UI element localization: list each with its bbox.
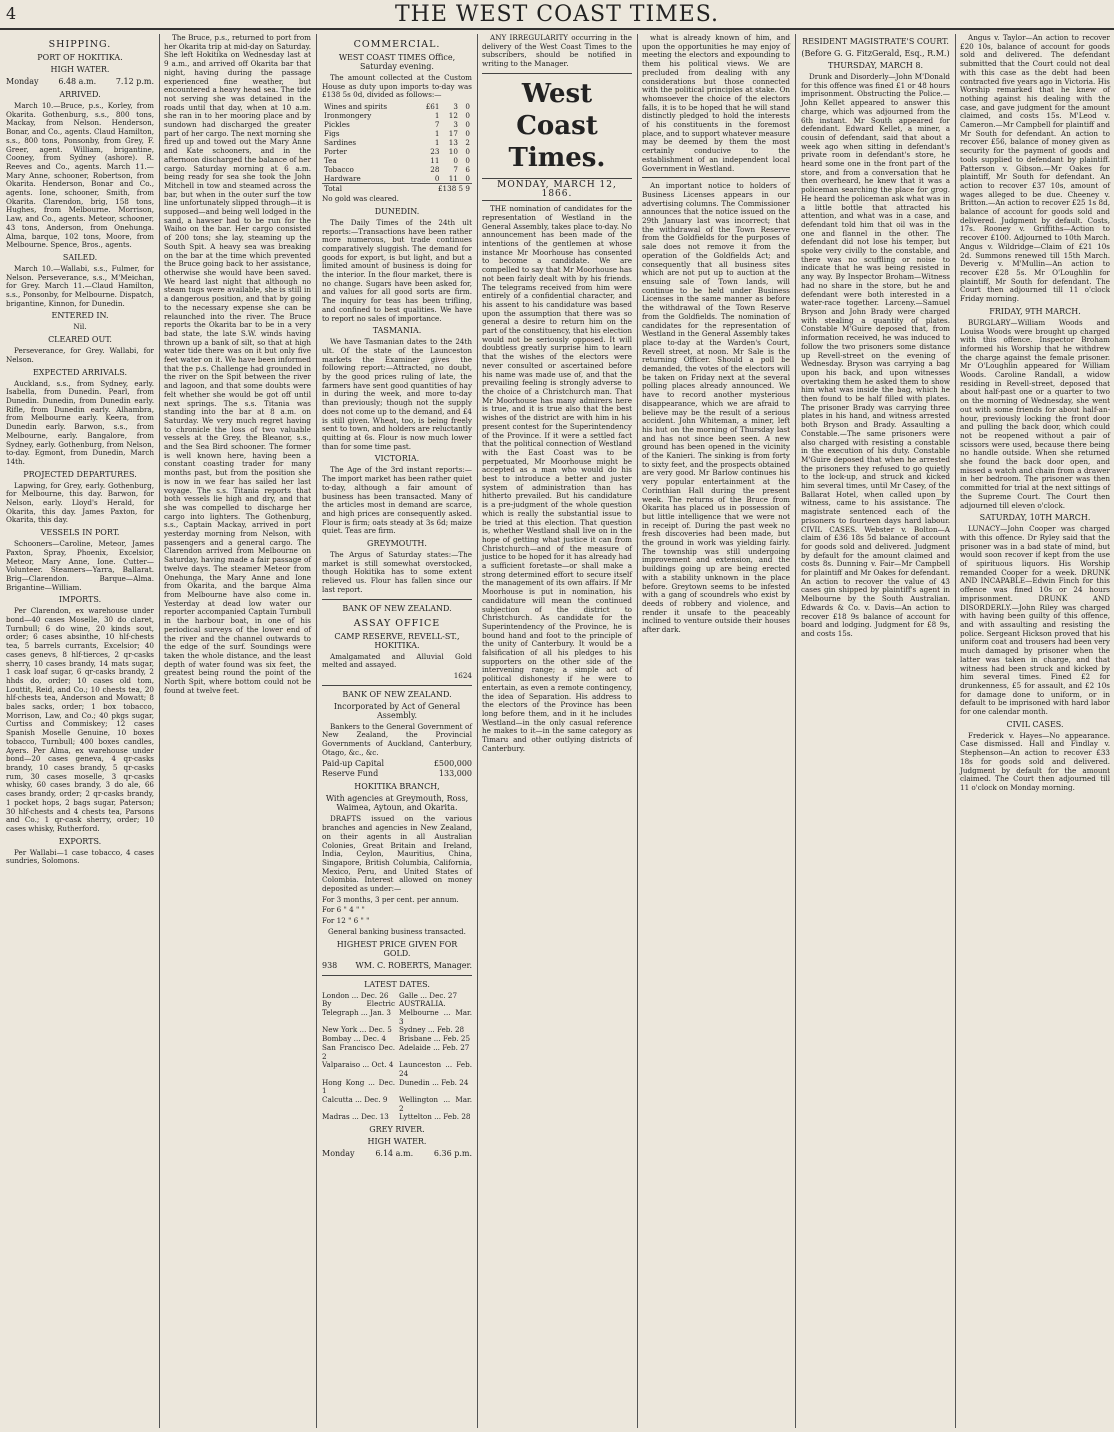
- table-row: Ironmongery 1 12 0: [324, 111, 470, 121]
- table-row: Sardines 1 13 2: [324, 138, 470, 148]
- arrived-text: March 10.—Bruce, p.s., Korley, from Okarita. Gothenburg, s.s., 800 tons, Mackay, from Nelson. Henderson, Bonar, and Co., agents. Claud Hamilton, s.s., 800 tons, Ponsonby, from Grey, F. Greer, agent. William, brigantine, Cooney, from Sydney (ashore). R. Reeves and Co., agents. March 11.—Mary Anne, schooner, Robertson, from Okarita. Henderson, Bonar and Co., agents. Ione, schooner, Smith, from Okarita. Clarendon, brig, 158 tons, Hughes, from Melbourne. Morrison, Law, and Co., agents. Meteor, schooner, 43 tons, Anderson, from Onehunga. Alma, barque, 102 tons, Moore, from Melbourne. Spence, Bros., agents.: [6, 101, 154, 250]
- list-item: New York ... Dec. 5 Sydney ... Feb. 28: [322, 1025, 465, 1035]
- entered-label: ENTERED IN.: [51, 311, 109, 321]
- page-number: 4: [6, 4, 17, 23]
- greymouth-text: The Argus of Saturday states:—The market is still somewhat overstocked, though Hokitika has to some extent relieved us. Flour has fallen since our last report.: [322, 550, 472, 594]
- saturday-text: LUNACY—John Cooper was charged with this offence. Dr Ryley said that the prisoner was in a bad state of mind, but would soon recover if kept from the use of spirituous liquors. His Worship remanded Cooper for a week. DRUNK AND INCAPABLE—Edwin Finch for this offence was fined 10s or 24 hours imprisonment. DRUNK AND DISORDERLY.—John Riley was charged with having been guilty of this offence, and with assaulting and resisting the police. Sergeant Hickson proved that his uniform coat and trousers had been very much damaged by prisoner when the latter was taken in charge, and that witness had been struck and kicked by him several times. Fined £2 for drunkenness, £5 for assault, and £2 10s for damage done to uniform, or in default to be imprisoned with hard labor for one calendar month.: [960, 524, 1110, 717]
- bnz-text: Bankers to the General Government of New Zealand, the Provincial Governments of Auckland, Canterbury, Otago, &c., &c.: [322, 721, 472, 757]
- column-editorial: [478, 34, 636, 1428]
- column-commercial: [318, 34, 476, 1428]
- divider: [482, 73, 632, 74]
- editorial-text: THE nomination of candidates for the representation of Westland in the General Assembly, takes place to-day. No announcement has been made of the intentions of the gentlemen at whose instance Mr Moorhouse has consented to become a candidate. We are compelled to say that Mr Moorhouse has not been fairly dealt with by his friends. The telegrams received from him were entirely of a confidential character, and his assent to his candidature was based upon the assumption that there was so general a desire to return him on the part of the constituency, that his election would not be seriously opposed. It will doubtless greatly surprise him to learn that the wishes of the electors were never consulted or ascertained before his name was made use of, and that the prevailing feeling is strongly adverse to the choice of a Christchurch man. That Mr Moorhouse has many admirers here is true, and it is true also that the best wishes of the district are with him in his present contest for the Superintendency of the Province. If it were a settled fact that the political connection of Westland with the East Coast was to be perpetuated, Mr Moorhouse might be accepted as a man who would do his best to introduce a better and juster system of administration than has hitherto prevailed. But his candidature is a pre-judgment of the whole question which is really the substantial issue to be tried at this election. That question is, whether Westland shall live on in the hope of getting what justice it can from Christchurch—and of the measure of justice to be hoped for it has already had a sufficient foretaste—or shall make a strong determined effort to secure itself the management of its own affairs. If Mr Moorhouse is put in nomination, his candidature will mean the continued subjection of the district to Christchurch. As candidate for the Superintendency of the Province, he is bound hand and foot to the principle of the unity of Canterbury. It would be a falsification of all his pledges to his supporters on the other side of the intervening range; a simple act of political dishonesty if he were to entertain, as even a remote contingency, the idea of Separation. His address to the electors of the Province has been long before them, and in it he includes Westland—in the only casual reference he makes to it—in the same category as Timaru and other outlying districts of Canterbury.: [482, 204, 632, 753]
- masthead: THE WEST COAST TIMES.: [394, 2, 720, 27]
- imports-label: IMPORTS.: [58, 595, 102, 605]
- list-item: San Francisco Dec. 2 Adelaide ... Feb. 27: [322, 1042, 470, 1061]
- column-shipping: [2, 34, 158, 1428]
- general-banking: General banking business transacted.: [328, 926, 466, 936]
- table-row: Hardware 0 11 0: [324, 174, 470, 184]
- editorial-continued: what is already known of him, and upon the opportunities he may enjoy of meeting the electors and expounding to them his political views. We are precluded from dealing with any considerations but those connected with the political principles at stake. On whomsoever the choice of the electors falls, it is to be hoped that he will stand distinctly pledged to hold the interests of his constituents in the foremost place, and to support whatever measure may be deemed by them the most certainly conducive to the establishment of an independent local Government in Westland.: [642, 34, 790, 173]
- list-item: Bombay ... Dec. 4 Brisbane ... Feb. 25: [322, 1034, 471, 1044]
- reserve-line: Reserve Fund 133,000: [322, 769, 472, 779]
- court-date: THURSDAY, MARCH 8.: [827, 61, 924, 70]
- exports-text: Per Wallabi—1 case tobacco, 4 cases sundries, Solomons.: [6, 847, 154, 866]
- table-row: Tobacco 28 7 6: [324, 165, 470, 175]
- imports-text: Per Clarendon, ex warehouse under bond—40 cases Moselle, 30 do claret, Turnbull; 6 do wine, 20 kinds sout, order; 6 cases absinthe, 10 hlf-chests tea, 5 barrels currants, Excelsior; 40 cases genevs, 8 hlf-tierces, 2 qr-casks sherry, 10 cases brandy, 14 mats sugar, 1 cask loaf sugar, 6 qr-casks brandy, 2 hhds do, order; 10 cases old tom, Louttit, Reid, and Co.; 10 chests tea, 20 hlf-chests tea, Anderson and Mowatt; 8 bales sacks, order; 1 box tobacco, Morrison, Law, and Co.; 40 pkgs sugar, Curtiss and Commiskey; 12 cases Spanish Moselle Genuine, 10 boxes tobacco, Turnbull; 400 boxes candles, Ayers. Per Alma, ex warehouse under bond—20 cases geneva, 4 qr-casks brandy, 10 cases brandy, 5 qr-casks rum, 30 cases moselle, 3 qr-casks whisky, 60 cases brandy, 3 do ale, 66 cases brandy, order; 2 qr-casks brandy, 1 pocket hops, 2 bags sugar, Paterson; 30 hlf-chests and 4 chests tea, Parsons and Co.; 1 qr-cask sherry, order; 10 cases whisky, Rutherford.: [6, 606, 154, 833]
- table-row: Total £138 5 9: [324, 184, 470, 194]
- greymouth-label: GREYMOUTH.: [367, 539, 427, 549]
- list-item: Valparaiso ... Oct. 4 Launceston ... Feb. 24: [322, 1060, 472, 1078]
- bnz-heading: BANK OF NEW ZEALAND.: [342, 689, 452, 699]
- tasmania-text: We have Tasmanian dates to the 24th ult. Of the state of the Launceston markets the Examiner gives the following report:—Attracted, no doubt, by the good prices ruling of late, the farmers have sent good quantities of hay in during the week, and more to-day than previously; though not the supply does not come up to the demand, and £4 is still given. Wheat, too, is being freely sent to town, and holders are reluctantly quitting at 6s. Flour is now much lower than for some time past.: [322, 337, 472, 451]
- bnz-sub: Incorporated by Act of General Assembly.: [333, 701, 461, 720]
- branch-sub: With agencies at Greymouth, Ross, Waimea, Aytoun, and Okarita.: [325, 794, 469, 813]
- sailed-text: March 10.—Wallabi, s.s., Fulmer, for Nelson. Perseverance, s.s., M'Meichan, for Grey. March 11.—Claud Hamilton, s.s., Ponsonby, for Melbourne. Dispatch, brigantine, Kinnon, for Dunedin.: [6, 263, 154, 308]
- civil-text: Frederick v. Hayes—No appearance. Case dismissed. Hall and Findlay v. Stephenson—An action to recover £33 18s for goods sold and delivered. Judgment by default for the amount claimed. The Court then adjourned till 11 o'clock on Monday morning.: [960, 730, 1110, 792]
- list-item: Madras ... Dec. 13 Lyttelton ... Feb. 28: [322, 1112, 471, 1122]
- tide-line: Monday 6.48 a.m. 7.12 p.m.: [6, 77, 154, 86]
- divider: [322, 685, 472, 686]
- assay-bank-heading: BANK OF NEW ZEALAND.: [342, 603, 452, 613]
- divider: [322, 975, 472, 976]
- list-item: Calcutta ... Dec. 9 Wellington ... Mar. 2: [322, 1095, 472, 1113]
- cleared-text: Perseverance, for Grey. Wallabi, for Nelson.: [6, 346, 154, 364]
- table-row: Pickles 7 3 0: [324, 120, 470, 130]
- highest-price: HIGHEST PRICE GIVEN FOR GOLD.: [336, 939, 458, 958]
- court-heading: RESIDENT MAGISTRATE'S COURT.: [802, 37, 949, 46]
- exports-label: EXPORTS.: [58, 836, 102, 846]
- interest-row: For 6 " 4 " ": [322, 905, 365, 915]
- expected-text: Auckland, s.s., from Sydney, early. Isabella, from Dunedin. Pearl, from Dunedin. Dunedin, from Dunedin early. Rifle, from Dunedin early. Alhambra, from Melbourne early. Keera, from Dunedin early. Barwon, s.s., from Melbourne, early. Bangalore, from Sydney, early. Gothenburg, from Nelson, to-day. Egmont, from Dunedin, March 14th.: [6, 378, 154, 466]
- divider: [642, 177, 790, 178]
- branch-heading: HOKITIKA BRANCH,: [354, 782, 440, 792]
- tasmania-label: TASMANIA.: [372, 326, 422, 336]
- dunedin-text: The Daily Times of the 24th ult reports:—Transactions have been rather more numerous, but trade continues comparatively sluggish. The demand for goods for export, is but light, and but a limited amount of business is doing for the interior. In the flour market, there is no change. Sugars have been asked for, and values for all good sorts are firm. The inquiry for teas has been trifling, and confined to best qualities. We have to report no sales of importance.: [322, 217, 472, 323]
- victoria-text: The Age of the 3rd instant reports:—The import market has been rather quiet to-day, although a fair amount of business has been transacted. Many of the articles most in demand are scarce, and high prices are consequently asked. Flour is firm; oats steady at 3s 6d; maize quiet. Teas are firm.: [322, 465, 472, 536]
- paper-title: West Coast Times.: [508, 78, 606, 173]
- civil-heading: CIVIL CASES.: [1006, 719, 1064, 729]
- column-rule: [795, 34, 796, 1428]
- column-court-continued: [956, 34, 1114, 1428]
- column-rule: [316, 34, 317, 1428]
- assay-text: Amalgamated and Alluvial Gold melted and assayed.: [322, 651, 472, 670]
- inport-label: VESSELS IN PORT.: [40, 528, 120, 538]
- list-item: London ... Dec. 26 Galle ... Dec. 27: [322, 990, 458, 1000]
- assay-sub: CAMP RESERVE, REVELL-ST., HOKITIKA.: [334, 631, 460, 650]
- column-shipping-news: [160, 34, 315, 1428]
- assay-num: 1624: [453, 670, 472, 680]
- sailed-label: SAILED.: [62, 252, 98, 262]
- commercial-sub: WEST COAST TIMES Office, Saturday evening.: [338, 53, 456, 71]
- high-water-label: HIGH WATER.: [50, 65, 110, 74]
- assay-heading: ASSAY OFFICE: [353, 617, 441, 629]
- section-heading: SHIPPING.: [48, 39, 112, 50]
- grey-river-label: GREY RIVER.: [369, 1125, 425, 1135]
- entered-text: Nil.: [73, 322, 87, 332]
- irregularity-notice: ANY IRREGULARITY occurring in the delivery of the West Coast Times to the subscribers, should be notified in writing to the Manager.: [482, 34, 632, 69]
- table-row: Porter 23 10 0: [324, 147, 470, 157]
- shipping-news-text: The Bruce, p.s., returned to port from her Okarita trip at mid-day on Saturday. She left Hokitika on Wednesday last at 9 a.m., and arrived off Okarita bar that night, having during the passage experienced fine weather, but encountered a heavy head sea. The tide not serving she was detained in the roads until that day, when at 10 a.m. she ran in to her mooring place and by sundown had discharged the greater part of her cargo. The next morning she fired up and towed out the Mary Anne and Kate schooners, and in the afternoon discharged the balance of her cargo. Saturday morning at 6 a.m. being ready for sea she took the John Mitchell in tow and steamed across the bar, but when in the outer surf the tow line unfortunately slipped through—it is supposed—and being well lodged in the sand, a hawser had to be run for the Waiho on the bar. Her cargo consisted of 200 tons; she lay, steaming up the South Spit. A heavy sea was breaking on the bar at the time which prevented the Bruce going back to her assistance, otherwise she would have been saved. We heard last night that although no steam tugs were available, she is still in a dangerous position, and that by going to the necessary expense she can be relaunched into the river. The Bruce reports the Okarita bar to be in a very bad state, the late S.W. winds having thrown up a bank of silt, so that at high water tide there was on it but only five feet water on it. We have been informed that the p.s. Challenge had grounded in the river on the Spit between the river and lagoon, and that some doubts were felt whether she would be got off until next springs. The s.s. Titania was standing into the bar at 8 a.m. on Saturday. We very much regret having to chronicle the loss of two valuable vessels at the Grey, the Bleanor, s.s., and the Sea Bird schooner. The former is well known here, having been a constant coasting trader for many months past, but from the position she is now in we fear has sailed her last voyage. The s.s. Titania reports that both vessels lie high and dry, and that she was compelled to discharge her cargo into lighters. The Gothenburg, s.s., Captain Mackay, arrived in port yesterday morning from Nelson, with passengers and a general cargo. The Clarendon arrived from Melbourne on Saturday, having made a fair passage of twelve days. The steamer Meteor from Onehunga, the Mary Anne and Ione from Okarita, and the barque Alma from Melbourne have also come in. Yesterday at dead low water our reporter accompanied Captain Turnbull in the harbour boat, in one of his periodical surveys of the lower end of the river and the channel outwards to the edge of the surf. Soundings were taken the whole distance, and the least depth of water found was six feet, the greatest being round the point of the North Spit, where bottom could not be found at twelve feet.: [164, 34, 311, 695]
- court-text-continued: Angus v. Taylor—An action to recover £20 10s, balance of account for goods sold and delivered. The defendant submitted that the Court could not deal with this case as the debt had been contracted five years ago in Victoria. His Worship remarked that he knew of nothing against his dealing with the case, and gave judgment for the amount claimed, and costs 15s. M'Leod v. Cameron.—Mr Campbell for plaintiff and Mr South for defendant. An action to recover £56, balance of money given as security for the payment of goods and tools supplied to defendant by plaintiff. Patterson v. Gibson.—Mr Oakes for plaintiff, Mr South for defendant. An action to recover £37 10s, amount of wages alleged to be due. Cheeney v. Britton.—An action to recover £25 1s 8d, balance of account for goods sold and delivered. Judgment by default. Costs, 17s. Rooney v. Griffiths—Action to recover £100. Adjourned to 10th March. Angus v. Wildridge—Claim of £21 10s 2d. Summons renewed till 15th March. Deverig v. M'Mullin—An action to recover £28 5s. Mr O'Loughlin for plaintiff, Mr South for defendant. The Court then adjourned till 11 o'clock Friday morning.: [960, 34, 1110, 304]
- court-text: Drunk and Disorderly—John M'Donald for this offence was fined £1 or 48 hours imprisonment. Obstructing the Police.—John Kellet appeared to answer this charge, which was adjourned from the 6th instant. Mr South appeared for defendant. Edward Kellet, a miner, a cousin of defendant, said that about a week ago when sitting in defendant's private room in defendant's store, he heard some one in the front part of the store, and from a conversation that he then overheard, he knew that it was a policeman searching the place for grog. He heard the policeman ask what was in a little bottle that attracted his attention, and what was in a case, and defendant told him that oil was in the one and flannel in the other. The defendant did not lose his temper, but spoke very civilly to the constable, and there was no scuffling or noise to indicate that he was being resisted in any way. By Inspector Broham—Witness had no share in the store, but he and defendant were both interested in a water-race together. Larceny.—Samuel Bryson and John Brady were charged with stealing a quantity of plates. Constable M'Guire deposed that, from information received, he was induced to follow the two prisoners some distance up Revell-street on the evening of Wednesday. Bryson was carrying a bag upon his back, and upon witnesses overtaking them he asked them to show him what was inside the bag, which he then found to be half filled with plates. The prisoner Brady was carrying three plates in his hand, and witness arrested both Bryson and Brady. Assaulting a Constable.—The same prisoners were also charged with resisting a constable in the execution of his duty. Constable M'Guire deposed that when he arrested the prisoners they refused to go quietly to the lock-up, and struck and kicked him several times, until Mr Casey, of the Ballarat Hotel, when called upon by witness, came to his assistance. The magistrate sentenced each of the prisoners to fourteen days hard labour. CIVIL CASES. Webster v. Bolton—A claim of £36 18s 5d balance of account for goods sold and delivered. Judgment by default for the amount claimed and costs 8s. Dunning v. Fair—Mr Campbell for plaintiff and Mr Oakes for defendant. An action to recover the value of 43 cases gin shipped by plaintiff's agent in Melbourne by the South Australian. Edwards & Co. v. Davis—An action to recover £18 9s balance of account for board and lodging. Judgment for £8 9s, and costs 15s.: [801, 72, 950, 638]
- dateline: MONDAY, MARCH 12, 1866.: [482, 178, 632, 201]
- list-item: By Electric Telegraph ... Jan. 3 AUSTRALIA. Melbourne ... Mar. 3: [322, 999, 472, 1026]
- table-row: Tea 11 0 0: [324, 156, 470, 166]
- drafts-text: DRAFTS issued on the various branches and agencies in New Zealand, on their agents in all Australian Colonies, Great Britain and Ireland, India, Ceylon, Mauritius, China, Singapore, British Columbia, California, Mexico, Peru, and United States of Colombia. Interest allowed on money deposited as under:—: [322, 814, 472, 894]
- paid-up-line: Paid-up Capital £500,000: [322, 759, 472, 769]
- commercial-intro: The amount collected at the Custom House as duty upon imports to-day was £138 5s 0d, divided as follows:—: [322, 73, 472, 100]
- dunedin-label: DUNEDIN.: [374, 206, 420, 216]
- friday-text: BURGLARY—William Woods and Louisa Woods were brought up charged with this offence. Inspector Broham informed his Worship that he withdrew the charge against the female prisoner. Mr O'Loughlin appeared for William Woods. Caroline Randall, a widow residing in Revell-street, deposed that about half-past one or a quarter to two on the morning of Wednesday, she went out with some friends for about half-an-hour, previously locking the front door and pulling the back door, which could not be reopened without a pair of scissors were used, because there being no handle outside. When she returned she found the back door open, and missed a watch and chain from a drawer in her bedroom. The prisoner was then committed for trial at the next sittings of the Supreme Court. The Court then adjourned till eleven o'clock.: [960, 317, 1110, 510]
- commercial-heading: COMMERCIAL.: [353, 39, 441, 50]
- friday-heading: FRIDAY, 9TH MARCH.: [989, 306, 1081, 316]
- column-news: [638, 34, 794, 1428]
- departures-text: Lapwing, for Grey, early. Gothenburg, for Melbourne, this day. Barwon, for Nelson, early. Lloyd's Herald, for Okarita, this day. James Paxton, for Okarita, this day.: [6, 480, 154, 525]
- latest-dates-label: LATEST DATES.: [364, 979, 430, 989]
- list-item: Hong Kong ... Dec. 1 Dunedin ... Feb. 24: [322, 1077, 469, 1096]
- subsection-heading: PORT OF HOKITIKA.: [37, 53, 123, 62]
- grey-high-water: HIGH WATER.: [367, 1137, 427, 1147]
- duty-table: [322, 102, 472, 193]
- victoria-label: VICTORIA.: [374, 454, 420, 464]
- news-items: An important notice to holders of Business Licenses appears in our advertising columns. The Commissioner announces that the notice issued on the 29th January last was incorrect; that the withdrawal of the Town Reserve from the Goldfields for the purposes of sale does not remove it from the operation of the Goldfields Act; and consequently that all business sites which are not put up to auction at the ensuing sale of Town lands, will continue to be held under Business Licenses in the same manner as before the withdrawal of the Town Reserve from the Goldfields. The nomination of candidates for the representation of Westland in the General Assembly takes place to-day at the Warden's Court, Revell street, at noon. Mr Sale is the returning Officer. Should a poll be demanded, the votes of the electors will be taken on Friday next at the several polling places already announced. We have to record another mysterious disappearance, which we are afraid to believe may be the result of a serious accident. John Whiteman, a miner, left his hut on the morning of Thursday last and has not since been seen. A new ground has been opened in the vicinity of the Kanieri. The sinking is from forty to sixty feet, and the prospects obtained are very good. Mr Barlow continues his very popular entertainment at the Corinthian Hall during the present week. The returns of the Bruce from Okarita has placed us in possession of but little intelligence that we were not in receipt of. During the past week no fresh discoveries had been made, but the ground in work was yielding fairly. The township was still undergoing improvement and extension, and the buildings going up are being erected with a stability unknown in the place before. Greytown seems to be infested with a gang of scoundrels who exist by deeds of robbery and violence, and render it unsafe to the peaceably inclined to venture outside their houses after dark.: [642, 181, 790, 635]
- saturday-heading: SATURDAY, 10TH MARCH.: [979, 513, 1091, 523]
- manager-line: 938 WM. C. ROBERTS, Manager.: [322, 960, 472, 970]
- arrived-label: ARRIVED.: [59, 90, 101, 99]
- table-row: Figs 1 17 0: [324, 129, 470, 139]
- page-header: [0, 0, 1114, 30]
- expected-label: EXPECTED ARRIVALS.: [32, 367, 128, 377]
- column-court: [797, 34, 954, 1428]
- divider: [322, 599, 472, 600]
- departures-label: PROJECTED DEPARTURES.: [23, 469, 137, 479]
- interest-row: For 3 months, 3 per cent. per annum.: [322, 894, 459, 904]
- cleared-label: CLEARED OUT.: [48, 335, 112, 345]
- interest-row: For 12 " 6 " ": [322, 916, 370, 926]
- table-row: Wines and spirits £61 3 0: [324, 102, 470, 112]
- court-sub: (Before G. G. FitzGerald, Esq., R.M.): [801, 49, 950, 58]
- inport-text: Schooners—Caroline, Meteor, James Paxton, Spray, Phoenix, Excelsior, Meteor, Mary Anne, Ione. Cutter—Volunteer. Steamers—Yarra, Ballarat. Brig—Clarendon. Barque—Alma. Brigantine—William.: [6, 539, 154, 592]
- gold-note: No gold was cleared.: [322, 194, 399, 204]
- grey-tide-line: Monday 6.14 a.m. 6.36 p.m.: [322, 1149, 472, 1159]
